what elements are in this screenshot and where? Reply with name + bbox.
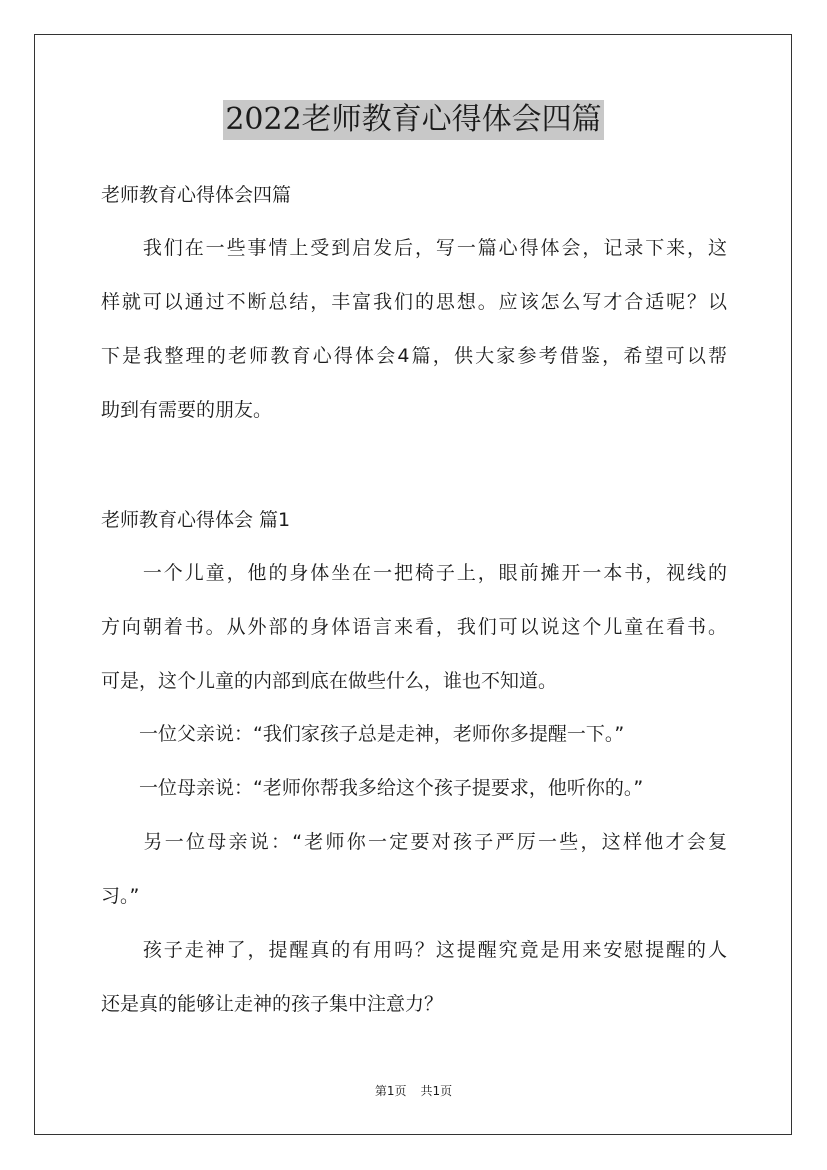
intro-line-4: 助到有需要的朋友。 <box>101 399 273 421</box>
title-container <box>0 100 827 140</box>
page-footer <box>0 1083 827 1099</box>
body-line-4: 一位父亲说：“我们家孩子总是走神，老师你多提醒一下。” <box>101 723 625 745</box>
body-line-3: 可是，这个儿童的内部到底在做些什么，谁也不知道。 <box>101 670 558 692</box>
intro-line-2: 样就可以通过不断总结，丰富我们的思想。应该怎么写才合适呢？以 <box>101 291 727 313</box>
page-number: 第1页 <box>374 1084 407 1098</box>
document-title: 2022老师教育心得体会四篇 <box>223 100 603 140</box>
body-line-9: 还是真的能够让走神的孩子集中注意力？ <box>101 993 444 1015</box>
subtitle: 老师教育心得体会四篇 <box>101 184 292 206</box>
body-line-5: 一位母亲说：“老师你帮我多给这个孩子提要求，他听你的。” <box>101 777 644 799</box>
page-total: 共1页 <box>420 1084 453 1098</box>
body-line-7: 习。” <box>101 885 140 907</box>
section-heading: 老师教育心得体会 篇1 <box>101 509 291 531</box>
body-line-6: 另一位母亲说：“老师你一定要对孩子严厉一些，这样他才会复 <box>101 831 727 853</box>
intro-line-1: 我们在一些事情上受到启发后，写一篇心得体会，记录下来，这 <box>101 237 727 259</box>
body-line-2: 方向朝着书。从外部的身体语言来看，我们可以说这个儿童在看书。 <box>101 616 727 638</box>
body-line-8: 孩子走神了，提醒真的有用吗？这提醒究竟是用来安慰提醒的人 <box>101 939 727 961</box>
intro-line-3: 下是我整理的老师教育心得体会4篇，供大家参考借鉴，希望可以帮 <box>101 345 727 367</box>
body-line-1: 一个儿童，他的身体坐在一把椅子上，眼前摊开一本书，视线的 <box>101 562 727 584</box>
